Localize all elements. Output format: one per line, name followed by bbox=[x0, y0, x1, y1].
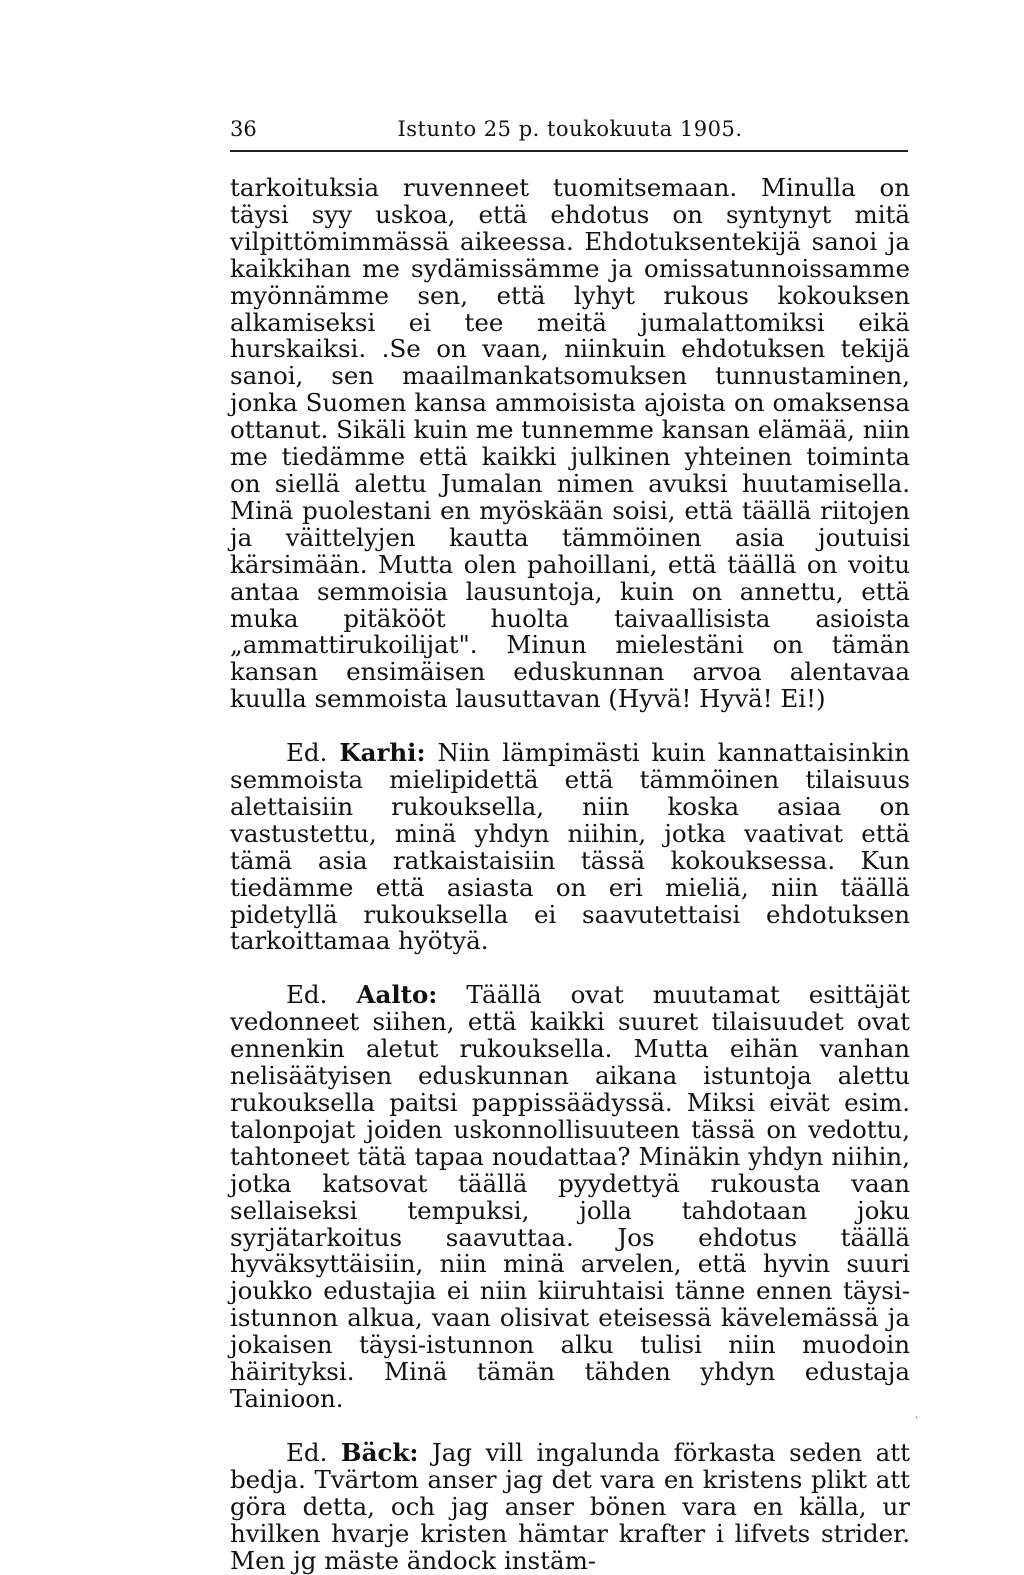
running-header bbox=[230, 116, 910, 146]
body-text bbox=[230, 175, 910, 1574]
paragraph-continuation bbox=[230, 175, 910, 713]
speaker-name: Aalto: bbox=[356, 980, 438, 1010]
speech-text: Täällä ovat muutamat esittäjät vedonneet siihen, että kaikki suuret tilaisuudet ovat ennenkin aletut rukouksella. Mutta eihän vanhan nelisäätyisen eduskunnan aikana istuntoja alettu rukouksella paitsi pappissäädyssä. Miksi eivät esim. talonpojat joiden uskonnollisuuteen tässä on vedottu, tahtoneet tätä tapaa noudattaa? Minäkin yhdyn niihin, jotka katsovat täällä pyydettyä rukousta vaan sellaiseksi tempuksi, jolla tahdotaan joku syrjätarkoitus saavuttaa. Jos ehdotus täällä hyväksyttäisiin, niin minä arvelen, että hyvin suuri joukko edustajia ei niin kiiruhtaisi tänne ennen täysi-istunnon alkua, vaan olisivat eteisessä kävelemässä ja jokaisen täysi-istunnon alku tulisi niin muodoin häirityksi. Minä tämän tähden yhdyn edustaja Tainioon. bbox=[230, 980, 910, 1413]
page-number: 36 bbox=[230, 117, 257, 141]
paragraph-text: tarkoituksia ruvenneet tuomitsemaan. Minulla on täysi syy uskoa, että ehdotus on syntynyt mitä vilpittömimmässä aikeessa. Ehdotuksentekijä sanoi ja kaikkihan me sydämissämme ja omissatunnoissamme myönnämme sen, että lyhyt rukous kokouksen alkamiseksi ei tee meitä jumalattomiksi eikä hurskaiksi. .Se on vaan, niinkuin ehdotuksen tekijä sanoi, sen maailmankatsomuksen tunnustaminen, jonka Suomen kansa ammoisista ajoista on omaksensa ottanut. Sikäli kuin me tunnemme kansan elämää, niin me tiedämme että kaikki julkinen yhteinen toiminta on siellä alettu Jumalan nimen avuksi huutamisella. Minä puolestani en myöskään soisi, että täällä riitojen ja väittelyjen kautta tämmöinen asia joutuisi kärsimään. Mutta olen pahoillani, että täällä on voitu antaa semmoisia lausuntoja, kuin on annettu, että muka pitäkööt huolta taivaallisista asioista „ammattirukoilijat". Minun mielestäni on tämän kansan ensimäisen eduskunnan arvoa alentavaa kuulla semmoista lausuttavan (Hyvä! Hyvä! Ei!) bbox=[230, 173, 910, 714]
speaker-name: Bäck: bbox=[340, 1437, 419, 1467]
speech-karhi bbox=[230, 740, 910, 955]
speech-text: Jag vill ingalunda förkasta seden att bedja. Tvärtom anser jag det vara en kristens plikt att göra detta, och jag anser bönen vara en källa, ur hvilken hvarje kristen hämtar krafter i lifvets strider. Men jg mäste ändock instäm- bbox=[230, 1437, 910, 1575]
header-rule bbox=[230, 150, 908, 152]
speaker-name: Karhi: bbox=[339, 738, 426, 768]
speaker-prefix: Ed. bbox=[286, 980, 328, 1010]
speaker-prefix: Ed. bbox=[286, 738, 328, 768]
print-speck: · bbox=[915, 1413, 919, 1424]
speech-aalto bbox=[230, 982, 910, 1413]
header-title: Istunto 25 p. toukokuuta 1905. bbox=[397, 117, 743, 141]
speech-text: Niin lämpimästi kuin kannattaisinkin semmoista mielipidettä että tämmöinen tilaisuus alettaisiin rukouksella, niin koska asiaa on vastustettu, minä yhdyn niihin, jotka vaativat että tämä asia ratkaistaisiin tässä kokouksessa. Kun tiedämme että asiasta on eri mieliä, niin täällä pidetyllä rukouksella ei saavutettaisi ehdotuksen tarkoittamaa hyötyä. bbox=[230, 738, 910, 956]
speech-back bbox=[230, 1437, 910, 1575]
speaker-prefix: Ed. bbox=[286, 1437, 328, 1467]
